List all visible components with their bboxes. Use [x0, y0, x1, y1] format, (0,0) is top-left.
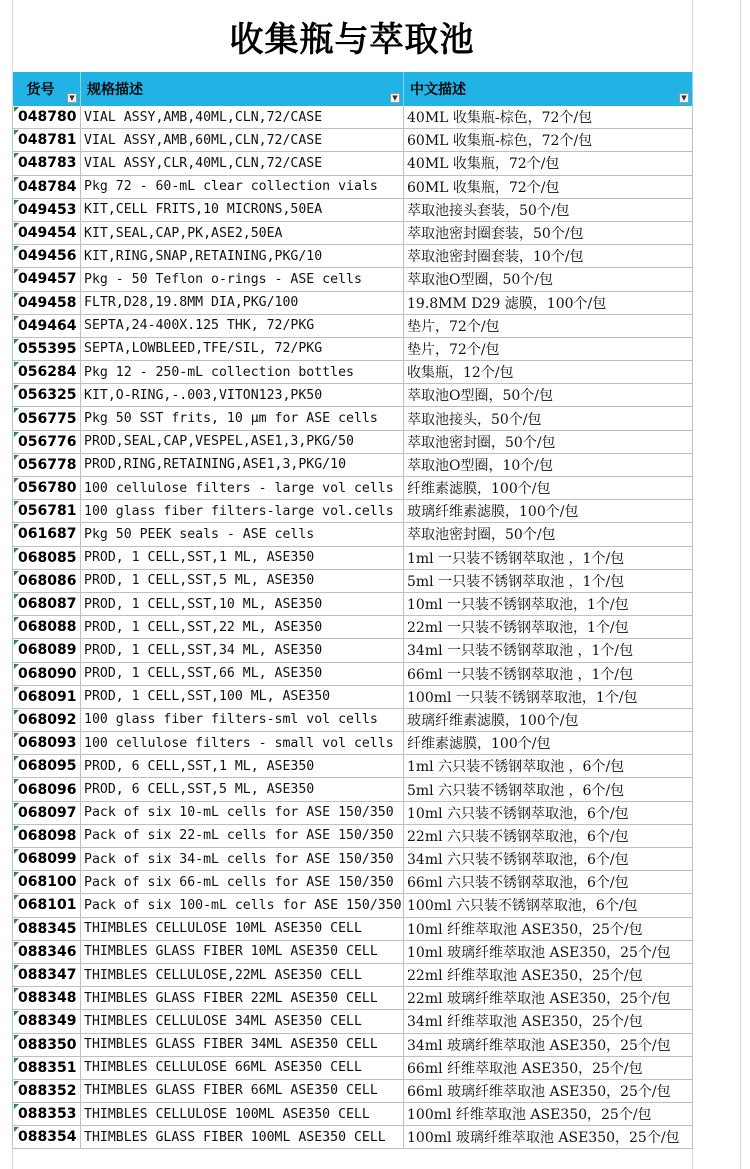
- table-row: [13, 917, 693, 940]
- chinese-description-cell[interactable]: 1ml 一只装不锈钢萃取池 ，1个/包: [404, 546, 693, 569]
- table-row: [13, 569, 693, 592]
- table-row: [13, 616, 693, 639]
- column-header-label: 货号: [26, 82, 55, 98]
- column-header-spec[interactable]: [81, 72, 404, 106]
- item-code-cell[interactable]: 068097: [13, 801, 81, 824]
- item-code-cell[interactable]: 056775: [13, 407, 81, 430]
- chinese-description-cell[interactable]: 10ml 一只装不锈钢萃取池，1个/包: [404, 592, 693, 615]
- spec-description-cell[interactable]: FLTR,D28,19.8MM DIA,PKG/100: [81, 291, 404, 314]
- chevron-down-icon[interactable]: ▼: [679, 93, 689, 103]
- spec-description-cell[interactable]: PROD, 1 CELL,SST,10 ML, ASE350: [81, 592, 404, 615]
- item-code-cell[interactable]: 068098: [13, 824, 81, 847]
- item-code-cell[interactable]: 068095: [13, 755, 81, 778]
- table-row: [13, 129, 693, 152]
- table-row: [13, 384, 693, 407]
- chinese-description-cell[interactable]: 垫片，72个/包: [404, 314, 693, 337]
- item-code-cell[interactable]: 068100: [13, 871, 81, 894]
- chinese-description-cell[interactable]: 100ml 玻璃纤维萃取池 ASE350，25个/包: [404, 1126, 693, 1149]
- item-code-cell[interactable]: 049454: [13, 221, 81, 244]
- table-row: [13, 963, 693, 986]
- chinese-description-cell[interactable]: 34ml 纤维萃取池 ASE350，25个/包: [404, 1010, 693, 1033]
- chinese-description-cell[interactable]: 100ml 一只装不锈钢萃取池，1个/包: [404, 685, 693, 708]
- item-code-cell[interactable]: 068087: [13, 592, 81, 615]
- item-code-cell[interactable]: 088349: [13, 1010, 81, 1033]
- table-row: [13, 1010, 693, 1033]
- spec-description-cell[interactable]: THIMBLES CELLULOSE 100ML ASE350 CELL: [81, 1103, 404, 1126]
- chinese-description-cell[interactable]: 66ml 六只装不锈钢萃取池，6个/包: [404, 871, 693, 894]
- chinese-description-cell[interactable]: 纤维素滤膜，100个/包: [404, 732, 693, 755]
- table-row: [13, 314, 693, 337]
- item-code-cell[interactable]: 088346: [13, 940, 81, 963]
- item-code-cell[interactable]: 056284: [13, 361, 81, 384]
- table-row: [13, 430, 693, 453]
- chinese-description-cell[interactable]: 34ml 六只装不锈钢萃取池，6个/包: [404, 848, 693, 871]
- chevron-down-icon[interactable]: ▼: [67, 93, 77, 103]
- table-row: [13, 732, 693, 755]
- table-row: [13, 152, 693, 175]
- spec-description-cell[interactable]: PROD,RING,RETAINING,ASE1,3,PKG/10: [81, 453, 404, 476]
- spec-description-cell[interactable]: PROD, 6 CELL,SST,5 ML, ASE350: [81, 778, 404, 801]
- chinese-description-cell[interactable]: 60ML 收集瓶，72个/包: [404, 175, 693, 198]
- table-body: [13, 106, 693, 1149]
- chinese-description-cell[interactable]: 5ml 六只装不锈钢萃取池 ，6个/包: [404, 778, 693, 801]
- table-row: [13, 268, 693, 291]
- chinese-description-cell[interactable]: 22ml 一只装不锈钢萃取池，1个/包: [404, 616, 693, 639]
- item-code-cell[interactable]: 056781: [13, 500, 81, 523]
- spec-description-cell[interactable]: THIMBLES GLASS FIBER 10ML ASE350 CELL: [81, 940, 404, 963]
- spec-description-cell[interactable]: THIMBLES CELLULOSE,22ML ASE350 CELL: [81, 963, 404, 986]
- spec-description-cell[interactable]: 100 glass fiber filters-large vol.cells: [81, 500, 404, 523]
- item-code-cell[interactable]: 055395: [13, 337, 81, 360]
- chinese-description-cell[interactable]: 萃取池密封圈，50个/包: [404, 430, 693, 453]
- chinese-description-cell[interactable]: 垫片，72个/包: [404, 337, 693, 360]
- column-header-label: 规格描述: [87, 82, 143, 98]
- spec-description-cell[interactable]: Pkg 50 SST frits, 10 μm for ASE cells: [81, 407, 404, 430]
- item-code-cell[interactable]: 048783: [13, 152, 81, 175]
- item-code-cell[interactable]: 061687: [13, 523, 81, 546]
- item-code-cell[interactable]: 068101: [13, 894, 81, 917]
- chinese-description-cell[interactable]: 19.8MM D29 滤膜，100个/包: [404, 291, 693, 314]
- chinese-description-cell[interactable]: 10ml 玻璃纤维萃取池 ASE350，25个/包: [404, 940, 693, 963]
- chinese-description-cell[interactable]: 10ml 纤维萃取池 ASE350，25个/包: [404, 917, 693, 940]
- chinese-description-cell[interactable]: 收集瓶，12个/包: [404, 361, 693, 384]
- table-row: [13, 708, 693, 731]
- spec-description-cell[interactable]: THIMBLES GLASS FIBER 66ML ASE350 CELL: [81, 1079, 404, 1102]
- item-code-cell[interactable]: 088353: [13, 1103, 81, 1126]
- chinese-description-cell[interactable]: 萃取池接头，50个/包: [404, 407, 693, 430]
- item-code-cell[interactable]: 088347: [13, 963, 81, 986]
- chinese-description-cell[interactable]: 100ml 六只装不锈钢萃取池，6个/包: [404, 894, 693, 917]
- item-code-cell[interactable]: 088345: [13, 917, 81, 940]
- chinese-description-cell[interactable]: 玻璃纤维素滤膜，100个/包: [404, 708, 693, 731]
- spec-description-cell[interactable]: SEPTA,24-400X.125 THK, 72/PKG: [81, 314, 404, 337]
- table-row: [13, 337, 693, 360]
- table-row: [13, 987, 693, 1010]
- spec-description-cell[interactable]: Pkg 12 - 250-mL collection bottles: [81, 361, 404, 384]
- chinese-description-cell[interactable]: 萃取池O型圈，50个/包: [404, 384, 693, 407]
- table-row: [13, 453, 693, 476]
- item-code-cell[interactable]: 068091: [13, 685, 81, 708]
- table-row: [13, 755, 693, 778]
- table-row: [13, 1033, 693, 1056]
- chinese-description-cell[interactable]: 玻璃纤维素滤膜，100个/包: [404, 500, 693, 523]
- chinese-description-cell[interactable]: 萃取池密封圈套装，10个/包: [404, 245, 693, 268]
- item-code-cell[interactable]: 049457: [13, 268, 81, 291]
- table-row: [13, 1103, 693, 1126]
- spec-description-cell[interactable]: Pkg - 50 Teflon o-rings - ASE cells: [81, 268, 404, 291]
- chinese-description-cell[interactable]: 1ml 六只装不锈钢萃取池 ，6个/包: [404, 755, 693, 778]
- chinese-description-cell[interactable]: 40ML 收集瓶-棕色，72个/包: [404, 106, 693, 129]
- spec-description-cell[interactable]: VIAL ASSY,AMB,40ML,CLN,72/CASE: [81, 106, 404, 129]
- spec-description-cell[interactable]: 100 glass fiber filters-sml vol cells: [81, 708, 404, 731]
- table-row: [13, 523, 693, 546]
- item-code-cell[interactable]: 068092: [13, 708, 81, 731]
- table-row: [13, 198, 693, 221]
- chinese-description-cell[interactable]: 34ml 玻璃纤维萃取池 ASE350，25个/包: [404, 1033, 693, 1056]
- spec-description-cell[interactable]: THIMBLES CELLULOSE 66ML ASE350 CELL: [81, 1056, 404, 1079]
- chevron-down-icon[interactable]: ▼: [390, 93, 400, 103]
- item-code-cell[interactable]: 088351: [13, 1056, 81, 1079]
- chinese-description-cell[interactable]: 22ml 六只装不锈钢萃取池，6个/包: [404, 824, 693, 847]
- spec-description-cell[interactable]: PROD, 1 CELL,SST,22 ML, ASE350: [81, 616, 404, 639]
- table-row: [13, 824, 693, 847]
- spec-description-cell[interactable]: VIAL ASSY,AMB,60ML,CLN,72/CASE: [81, 129, 404, 152]
- item-code-cell[interactable]: 068085: [13, 546, 81, 569]
- chinese-description-cell[interactable]: 萃取池O型圈，50个/包: [404, 268, 693, 291]
- item-code-cell[interactable]: 088352: [13, 1079, 81, 1102]
- header-row: [13, 72, 693, 106]
- table-row: [13, 940, 693, 963]
- item-code-cell[interactable]: 048784: [13, 175, 81, 198]
- item-code-cell[interactable]: 056325: [13, 384, 81, 407]
- spec-description-cell[interactable]: PROD, 1 CELL,SST,66 ML, ASE350: [81, 662, 404, 685]
- item-code-cell[interactable]: 068093: [13, 732, 81, 755]
- item-code-cell[interactable]: 068096: [13, 778, 81, 801]
- table-row: [13, 1079, 693, 1102]
- spec-description-cell[interactable]: PROD, 1 CELL,SST,5 ML, ASE350: [81, 569, 404, 592]
- table-row: [13, 894, 693, 917]
- chinese-description-cell[interactable]: 萃取池密封圈，50个/包: [404, 523, 693, 546]
- chinese-description-cell[interactable]: 萃取池密封圈套装，50个/包: [404, 221, 693, 244]
- table-row: [13, 871, 693, 894]
- chinese-description-cell[interactable]: 10ml 六只装不锈钢萃取池，6个/包: [404, 801, 693, 824]
- chinese-description-cell[interactable]: 60ML 收集瓶-棕色，72个/包: [404, 129, 693, 152]
- chinese-description-cell[interactable]: 40ML 收集瓶，72个/包: [404, 152, 693, 175]
- spec-description-cell[interactable]: KIT,RING,SNAP,RETAINING,PKG/10: [81, 245, 404, 268]
- spec-description-cell[interactable]: THIMBLES GLASS FIBER 100ML ASE350 CELL: [81, 1126, 404, 1149]
- spec-description-cell[interactable]: THIMBLES CELLULOSE 34ML ASE350 CELL: [81, 1010, 404, 1033]
- chinese-description-cell[interactable]: 萃取池接头套装，50个/包: [404, 198, 693, 221]
- spec-description-cell[interactable]: Pack of six 10-mL cells for ASE 150/350: [81, 801, 404, 824]
- chinese-description-cell[interactable]: 66ml 一只装不锈钢萃取池 ，1个/包: [404, 662, 693, 685]
- item-code-cell[interactable]: 068086: [13, 569, 81, 592]
- table-row: [13, 1126, 693, 1149]
- spec-description-cell[interactable]: Pack of six 100-mL cells for ASE 150/350: [81, 894, 404, 917]
- spec-description-cell[interactable]: PROD, 1 CELL,SST,34 ML, ASE350: [81, 639, 404, 662]
- item-code-cell[interactable]: 048781: [13, 129, 81, 152]
- spec-description-cell[interactable]: SEPTA,LOWBLEED,TFE/SIL, 72/PKG: [81, 337, 404, 360]
- table-row: [13, 801, 693, 824]
- chinese-description-cell[interactable]: 66ml 玻璃纤维萃取池 ASE350，25个/包: [404, 1079, 693, 1102]
- table-row: [13, 106, 693, 129]
- product-table: [12, 72, 693, 1149]
- table-row: [13, 500, 693, 523]
- chinese-description-cell[interactable]: 66ml 纤维萃取池 ASE350，25个/包: [404, 1056, 693, 1079]
- table-row: [13, 592, 693, 615]
- chinese-description-cell[interactable]: 22ml 玻璃纤维萃取池 ASE350，25个/包: [404, 987, 693, 1010]
- spec-description-cell[interactable]: Pkg 72 - 60-mL clear collection vials: [81, 175, 404, 198]
- table-row: [13, 221, 693, 244]
- item-code-cell[interactable]: 049458: [13, 291, 81, 314]
- item-code-cell[interactable]: 056778: [13, 453, 81, 476]
- chinese-description-cell[interactable]: 纤维素滤膜，100个/包: [404, 477, 693, 500]
- spec-description-cell[interactable]: KIT,CELL FRITS,10 MICRONS,50EA: [81, 198, 404, 221]
- chinese-description-cell[interactable]: 22ml 纤维萃取池 ASE350，25个/包: [404, 963, 693, 986]
- table-row: [13, 407, 693, 430]
- spec-description-cell[interactable]: PROD, 1 CELL,SST,100 ML, ASE350: [81, 685, 404, 708]
- spec-description-cell[interactable]: KIT,SEAL,CAP,PK,ASE2,50EA: [81, 221, 404, 244]
- chinese-description-cell[interactable]: 5ml 一只装不锈钢萃取池 ，1个/包: [404, 569, 693, 592]
- spec-description-cell[interactable]: Pack of six 22-mL cells for ASE 150/350: [81, 824, 404, 847]
- chinese-description-cell[interactable]: 34ml 一只装不锈钢萃取池 ，1个/包: [404, 639, 693, 662]
- column-header-label: 中文描述: [410, 82, 466, 98]
- spec-description-cell[interactable]: Pack of six 66-mL cells for ASE 150/350: [81, 871, 404, 894]
- table-row: [13, 639, 693, 662]
- sheet-title: 收集瓶与萃取池: [229, 19, 475, 60]
- spec-description-cell[interactable]: 100 cellulose filters - small vol cells: [81, 732, 404, 755]
- spec-description-cell[interactable]: THIMBLES GLASS FIBER 34ML ASE350 CELL: [81, 1033, 404, 1056]
- item-code-cell[interactable]: 056780: [13, 477, 81, 500]
- table-row: [13, 848, 693, 871]
- table-row: [13, 662, 693, 685]
- spec-description-cell[interactable]: VIAL ASSY,CLR,40ML,CLN,72/CASE: [81, 152, 404, 175]
- item-code-cell[interactable]: 068090: [13, 662, 81, 685]
- spec-description-cell[interactable]: PROD,SEAL,CAP,VESPEL,ASE1,3,PKG/50: [81, 430, 404, 453]
- table-row: [13, 546, 693, 569]
- table-row: [13, 1056, 693, 1079]
- spec-description-cell[interactable]: THIMBLES GLASS FIBER 22ML ASE350 CELL: [81, 987, 404, 1010]
- item-code-cell[interactable]: 068099: [13, 848, 81, 871]
- spec-description-cell[interactable]: Pkg 50 PEEK seals - ASE cells: [81, 523, 404, 546]
- item-code-cell[interactable]: 049453: [13, 198, 81, 221]
- table-row: [13, 778, 693, 801]
- table-row: [13, 477, 693, 500]
- column-header-code[interactable]: [13, 72, 81, 106]
- item-code-cell[interactable]: 088350: [13, 1033, 81, 1056]
- item-code-cell[interactable]: 049456: [13, 245, 81, 268]
- item-code-cell[interactable]: 088354: [13, 1126, 81, 1149]
- item-code-cell[interactable]: 068088: [13, 616, 81, 639]
- table-row: [13, 361, 693, 384]
- table-row: [13, 685, 693, 708]
- item-code-cell[interactable]: 056776: [13, 430, 81, 453]
- chinese-description-cell[interactable]: 萃取池O型圈，10个/包: [404, 453, 693, 476]
- grid-line: [740, 0, 741, 1169]
- spec-description-cell[interactable]: 100 cellulose filters - large vol cells: [81, 477, 404, 500]
- table-row: [13, 245, 693, 268]
- item-code-cell[interactable]: 088348: [13, 987, 81, 1010]
- item-code-cell[interactable]: 049464: [13, 314, 81, 337]
- item-code-cell[interactable]: 068089: [13, 639, 81, 662]
- spec-description-cell[interactable]: THIMBLES CELLULOSE 10ML ASE350 CELL: [81, 917, 404, 940]
- column-header-cn[interactable]: [404, 72, 693, 106]
- chinese-description-cell[interactable]: 100ml 纤维萃取池 ASE350，25个/包: [404, 1103, 693, 1126]
- item-code-cell[interactable]: 048780: [13, 106, 81, 129]
- spec-description-cell[interactable]: KIT,O-RING,-.003,VITON123,PK50: [81, 384, 404, 407]
- title-row: [12, 0, 692, 72]
- table-row: [13, 291, 693, 314]
- spec-description-cell[interactable]: PROD, 6 CELL,SST,1 ML, ASE350: [81, 755, 404, 778]
- table-row: [13, 175, 693, 198]
- spec-description-cell[interactable]: Pack of six 34-mL cells for ASE 150/350: [81, 848, 404, 871]
- spec-description-cell[interactable]: PROD, 1 CELL,SST,1 ML, ASE350: [81, 546, 404, 569]
